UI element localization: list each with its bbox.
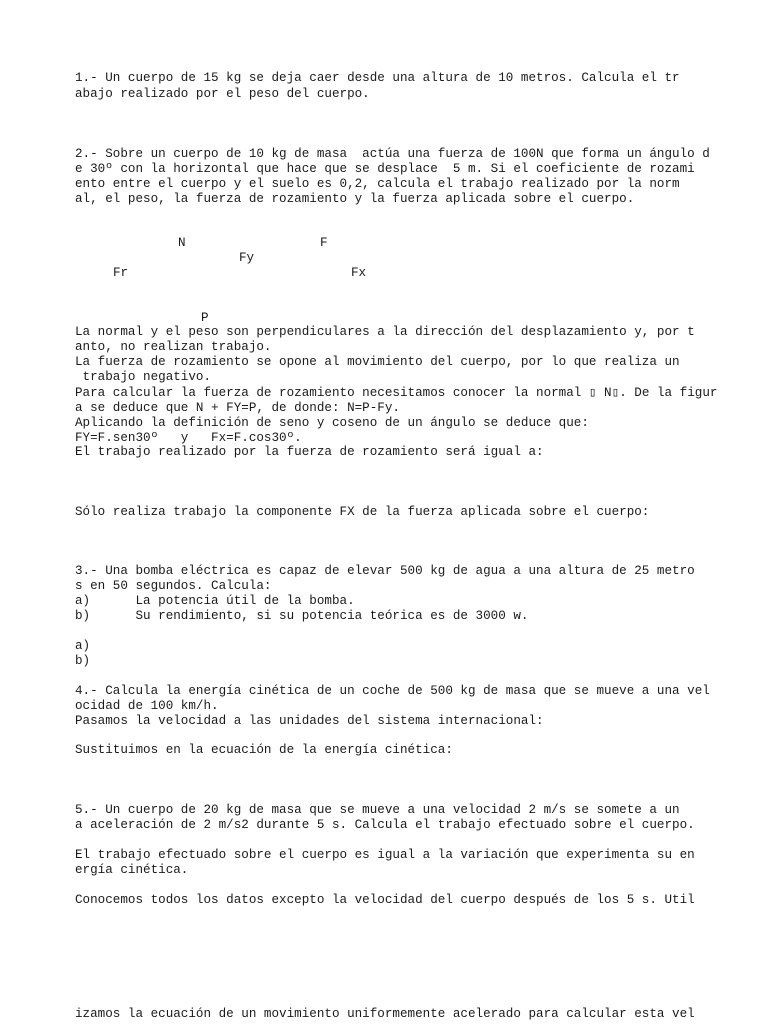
problem-3-statement: 3.- Una bomba eléctrica es capaz de elevar 500 kg de agua a una altura de 25 metro	[75, 564, 695, 578]
problem-3-statement: a) La potencia útil de la bomba.	[75, 594, 355, 608]
problem-5-statement: 5.- Un cuerpo de 20 kg de masa que se mueve a una velocidad 2 m/s se somete a un	[75, 803, 680, 817]
explanation-text: FY=F.sen30º y Fx=F.cos30º.	[75, 431, 302, 445]
problem-5-text: El trabajo efectuado sobre el cuerpo es igual a la variación que experimenta su en	[75, 848, 695, 862]
problem-2-statement: 2.- Sobre un cuerpo de 10 kg de masa actúa una fuerza de 100N que forma un ángulo d	[75, 147, 710, 161]
problem-1-statement: abajo realizado por el peso del cuerpo.	[75, 87, 370, 101]
problem-5-text: ergía cinética.	[75, 863, 189, 877]
explanation-text: anto, no realizan trabajo.	[75, 340, 272, 354]
problem-4-statement: ocidad de 100 km/h.	[75, 699, 219, 713]
problem-2-statement: al, el peso, la fuerza de rozamiento y la fuerza aplicada sobre el cuerpo.	[75, 192, 635, 206]
problem-5-statement: a aceleración de 2 m/s2 durante 5 s. Calcula el trabajo efectuado sobre el cuerpo.	[75, 818, 695, 832]
problem-3-statement: s en 50 segundos. Calcula:	[75, 579, 272, 593]
force-label-fx: Fx	[351, 266, 367, 280]
explanation-text: trabajo negativo.	[75, 370, 212, 384]
problem-2-statement: e 30º con la horizontal que hace que se desplace 5 m. Si el coeficiente de rozami	[75, 162, 695, 176]
explanation-text: Para calcular la fuerza de rozamiento necesitamos conocer la normal ▯ N▯. De la figur	[75, 386, 718, 400]
problem-2-statement: ento entre el cuerpo y el suelo es 0,2, calcula el trabajo realizado por la norm	[75, 177, 680, 191]
problem-3-statement: b) Su rendimiento, si su potencia teórica es de 3000 w.	[75, 609, 529, 623]
problem-1-statement: 1.- Un cuerpo de 15 kg se deja caer desde una altura de 10 metros. Calcula el tr	[75, 71, 680, 85]
explanation-text: Sólo realiza trabajo la componente FX de la fuerza aplicada sobre el cuerpo:	[75, 505, 650, 519]
problem-3-answer: b)	[75, 654, 91, 668]
force-label-fy: Fy	[239, 251, 255, 265]
problem-3-answer: a)	[75, 639, 91, 653]
problem-4-text: Pasamos la velocidad a las unidades del sistema internacional:	[75, 714, 544, 728]
problem-5-text: izamos la ecuación de un movimiento uniformemente acelerado para calcular esta vel	[75, 1007, 695, 1021]
explanation-text: La fuerza de rozamiento se opone al movimiento del cuerpo, por lo que realiza un	[75, 355, 680, 369]
force-label-weight: P	[201, 311, 209, 325]
explanation-text: Aplicando la definición de seno y coseno de un ángulo se deduce que:	[75, 416, 589, 430]
problem-4-statement: 4.- Calcula la energía cinética de un coche de 500 kg de masa que se mueve a una vel	[75, 684, 710, 698]
force-label-friction: Fr	[113, 266, 129, 280]
problem-5-text: Conocemos todos los datos excepto la velocidad del cuerpo después de los 5 s. Util	[75, 893, 695, 907]
force-label-normal: N	[178, 236, 186, 250]
explanation-text: a se deduce que N + FY=P, de donde: N=P-Fy.	[75, 401, 400, 415]
force-label-applied: F	[320, 236, 328, 250]
explanation-text: El trabajo realizado por la fuerza de rozamiento será igual a:	[75, 445, 544, 459]
problem-4-text: Sustituimos en la ecuación de la energía cinética:	[75, 743, 453, 757]
explanation-text: La normal y el peso son perpendiculares a la dirección del desplazamiento y, por t	[75, 325, 695, 339]
